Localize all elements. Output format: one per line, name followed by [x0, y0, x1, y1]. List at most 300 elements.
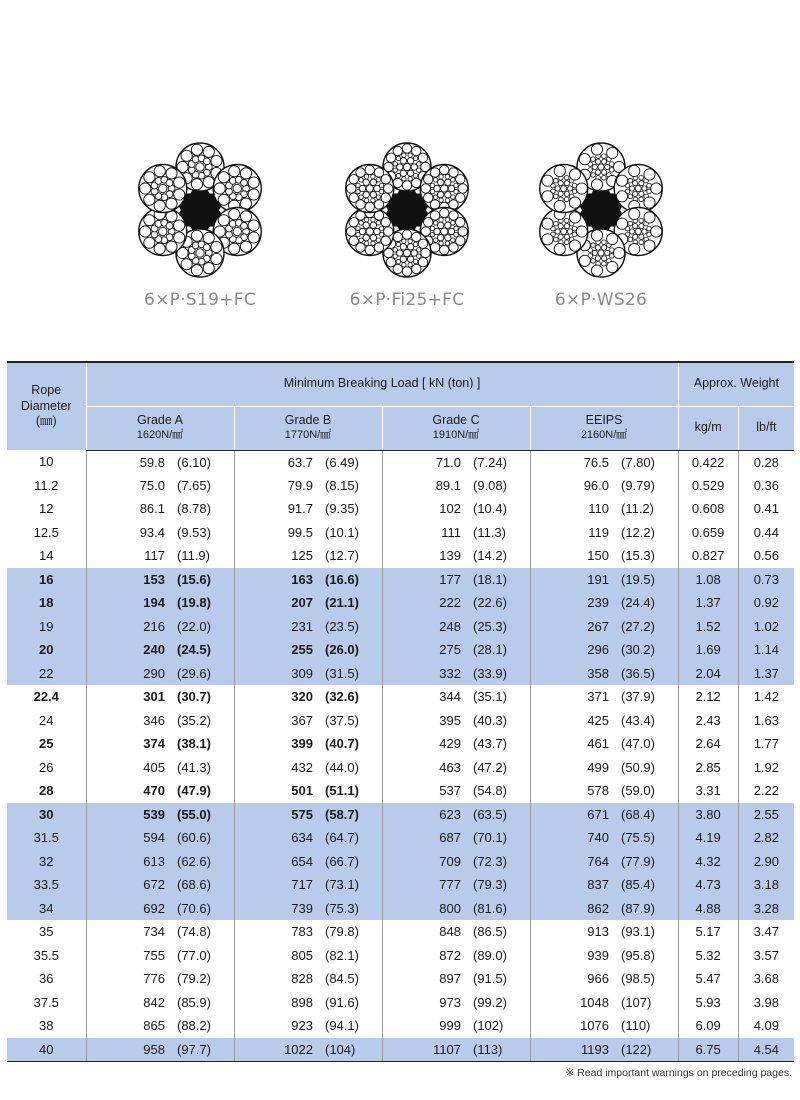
cell-lb: 4.09: [738, 1014, 794, 1038]
cell-lb: 0.41: [738, 497, 794, 521]
cell-ct: (35.1): [473, 689, 507, 705]
cell-ct: (113): [471, 1038, 530, 1062]
cell-b: 79.9: [234, 474, 323, 498]
cell-e: 1048: [530, 991, 619, 1015]
rope-cross-section-ws26-icon: [531, 140, 671, 280]
cell-ct: (14.2): [473, 548, 507, 564]
cell-e: 913: [530, 920, 619, 944]
cell-bt: (66.7): [323, 850, 382, 874]
header-grade-eeips: [530, 406, 678, 450]
grade-name: Grade C: [432, 413, 480, 428]
header-approx-weight: Approx. Weight: [678, 362, 794, 406]
cell-c: 1107: [382, 1038, 471, 1062]
cell-e: 837: [530, 873, 619, 897]
header-lb-per-ft: lb/ft: [738, 406, 794, 450]
header-minimum-breaking-load: Minimum Breaking Load [ kN (ton) ]: [86, 362, 678, 406]
cell-at: (7.65): [177, 477, 211, 493]
cell-a: 539: [86, 803, 175, 827]
cell-e: 191: [530, 568, 619, 592]
cell-et: (15.3): [621, 548, 655, 564]
cell-lb: 0.56: [738, 544, 794, 568]
cell-lb: 2.55: [738, 803, 794, 827]
cell-ct: (81.6): [471, 897, 530, 921]
cell-et: (95.8): [621, 947, 655, 963]
cell-et: (19.5): [619, 568, 678, 592]
cell-c: 177: [382, 568, 471, 592]
cell-d: 30: [7, 803, 86, 827]
cell-kg: 0.529: [678, 474, 738, 498]
cell-c: 872: [382, 944, 471, 968]
cell-a: 59.8: [86, 450, 175, 474]
cell-et: (122): [619, 1038, 678, 1062]
cell-at: (47.9): [177, 783, 211, 799]
cell-d: 22.4: [33, 689, 59, 705]
cell-at: (35.2): [177, 712, 211, 728]
cell-lb: 3.98: [738, 991, 794, 1015]
cell-ct: (91.5): [473, 971, 507, 987]
cell-at: (68.6): [175, 873, 234, 897]
cell-kg: 5.93: [678, 991, 738, 1015]
cell-a: 301: [86, 685, 175, 709]
cell-ct: (22.6): [471, 591, 530, 615]
header-rope-diameter: Rope Diameter (㎜): [7, 362, 86, 450]
cell-at: (41.3): [177, 759, 211, 775]
cell-b: 898: [234, 991, 323, 1015]
cell-b: 575: [234, 803, 323, 827]
cell-ct: (72.3): [471, 850, 530, 874]
grade-strength: 1770N/㎟: [284, 428, 332, 441]
cell-lb: 0.28: [738, 450, 794, 474]
diagram-caption: 6×P·Fi25+FC: [349, 290, 465, 310]
cell-ct: (102): [473, 1018, 504, 1034]
cell-c: 332: [382, 662, 471, 686]
cell-b: 717: [234, 873, 323, 897]
table-row: [7, 591, 794, 615]
cell-ct: (40.3): [473, 712, 507, 728]
cell-d: 33.5: [7, 873, 86, 897]
cell-c: 848: [382, 920, 471, 944]
cell-a: 692: [86, 897, 175, 921]
cell-c: 709: [382, 850, 471, 874]
cell-at: (97.7): [175, 1038, 234, 1062]
cell-d: 16: [7, 568, 86, 592]
cell-ct: (70.1): [471, 826, 530, 850]
cell-lb: 0.92: [738, 591, 794, 615]
cell-e: 296: [530, 638, 619, 662]
cell-lb: 2.82: [738, 826, 794, 850]
cell-et: (43.4): [621, 712, 655, 728]
cell-b: 320: [234, 685, 323, 709]
cell-b: 783: [234, 920, 323, 944]
cell-bt: (79.8): [325, 924, 359, 940]
cell-c: 999: [382, 1014, 471, 1038]
cell-kg: 3.31: [678, 779, 738, 803]
table-row: [7, 521, 794, 545]
cell-d: 24: [39, 712, 54, 728]
cell-bt: (58.7): [323, 803, 382, 827]
cell-e: 740: [530, 826, 619, 850]
cell-b: 125: [234, 544, 323, 568]
cell-bt: (94.1): [325, 1018, 359, 1034]
cell-et: (107): [621, 994, 652, 1010]
cell-d: 36: [39, 971, 54, 987]
cell-bt: (31.5): [323, 662, 382, 686]
cell-et: (11.2): [621, 501, 654, 517]
cell-lb: 3.18: [738, 873, 794, 897]
cell-c: 248: [382, 615, 471, 639]
cell-at: (79.2): [177, 971, 211, 987]
cell-c: 687: [382, 826, 471, 850]
cell-c: 222: [382, 591, 471, 615]
cell-e: 461: [530, 732, 619, 756]
table-row: [7, 662, 794, 686]
cell-e: 110: [530, 497, 619, 521]
cell-at: (77.0): [177, 947, 211, 963]
table-body: [7, 450, 794, 1061]
cell-e: 578: [530, 779, 619, 803]
cell-b: 309: [234, 662, 323, 686]
rope-diagram-fi25: [297, 140, 517, 310]
cell-kg: 1.08: [678, 568, 738, 592]
cell-c: 102: [382, 497, 471, 521]
cell-ct: (11.3): [473, 524, 506, 540]
table-row: [7, 497, 794, 521]
cell-c: 111: [382, 521, 471, 545]
cell-e: 76.5: [530, 450, 619, 474]
cell-b: 923: [234, 1014, 323, 1038]
cell-bt: (23.5): [323, 615, 382, 639]
cell-at: (74.8): [177, 924, 211, 940]
grade-name: EEIPS: [585, 413, 623, 428]
cell-bt: (10.1): [325, 524, 359, 540]
cell-e: 358: [530, 662, 619, 686]
cell-d: 40: [7, 1038, 86, 1062]
header-kg-per-m: kg/m: [678, 406, 738, 450]
cell-d: 10: [39, 454, 54, 470]
cell-ct: (28.1): [471, 638, 530, 662]
cell-et: (87.9): [619, 897, 678, 921]
cell-at: (8.78): [177, 501, 211, 517]
cell-kg: 1.69: [678, 638, 738, 662]
cell-lb: 1.92: [738, 756, 794, 780]
cell-at: (11.9): [177, 548, 210, 564]
cell-lb: 3.68: [738, 967, 794, 991]
cell-e: 239: [530, 591, 619, 615]
cell-e: 119: [530, 521, 619, 545]
cell-b: 207: [234, 591, 323, 615]
cell-at: (70.6): [175, 897, 234, 921]
cell-b: 805: [234, 944, 323, 968]
cell-e: 96.0: [530, 474, 619, 498]
cell-ct: (63.5): [471, 803, 530, 827]
cell-c: 89.1: [382, 474, 471, 498]
cell-b: 501: [234, 779, 323, 803]
cell-d: 22: [7, 662, 86, 686]
cell-et: (68.4): [619, 803, 678, 827]
cell-ct: (99.2): [473, 994, 507, 1010]
cell-et: (93.1): [621, 924, 655, 940]
cell-c: 777: [382, 873, 471, 897]
cell-e: 267: [530, 615, 619, 639]
table-row: [7, 1038, 794, 1062]
cell-kg: 3.80: [678, 803, 738, 827]
cell-et: (47.0): [621, 736, 655, 752]
cell-b: 828: [234, 967, 323, 991]
cell-bt: (32.6): [325, 689, 359, 705]
cell-kg: 6.75: [678, 1038, 738, 1062]
table-row: [7, 897, 794, 921]
cell-lb: 1.37: [738, 662, 794, 686]
cell-at: (85.9): [177, 994, 211, 1010]
cell-e: 862: [530, 897, 619, 921]
cell-c: 139: [382, 544, 471, 568]
cell-e: 966: [530, 967, 619, 991]
cell-et: (27.2): [619, 615, 678, 639]
cell-bt: (16.6): [323, 568, 382, 592]
cell-et: (24.4): [619, 591, 678, 615]
cell-lb: 1.14: [738, 638, 794, 662]
cell-a: 290: [86, 662, 175, 686]
cell-d: 25: [39, 736, 54, 752]
table-row: [7, 850, 794, 874]
cell-e: 499: [530, 756, 619, 780]
cell-at: (6.10): [177, 454, 211, 470]
cell-d: 28: [39, 783, 54, 799]
cell-d: 31.5: [7, 826, 86, 850]
cell-at: (38.1): [177, 736, 211, 752]
cell-et: (59.0): [621, 783, 655, 799]
cell-at: (60.6): [175, 826, 234, 850]
cell-bt: (75.3): [323, 897, 382, 921]
cell-b: 91.7: [234, 497, 323, 521]
table-header: [7, 362, 794, 450]
cell-bt: (73.1): [323, 873, 382, 897]
cell-e: 371: [530, 685, 619, 709]
cell-at: (62.6): [175, 850, 234, 874]
cell-b: 255: [234, 638, 323, 662]
table-row: [7, 826, 794, 850]
cell-e: 764: [530, 850, 619, 874]
cell-d: 34: [7, 897, 86, 921]
cell-lb: 0.36: [738, 474, 794, 498]
cell-lb: 2.90: [738, 850, 794, 874]
cell-d: 26: [39, 759, 54, 775]
cell-bt: (9.35): [325, 501, 359, 517]
table-row: [7, 967, 794, 991]
cell-bt: (26.0): [323, 638, 382, 662]
cell-bt: (12.7): [325, 548, 359, 564]
cell-bt: (37.5): [325, 712, 359, 728]
rope-diagram-s19: [90, 140, 310, 310]
cell-ct: (33.9): [471, 662, 530, 686]
cell-lb: 3.47: [738, 920, 794, 944]
cell-bt: (21.1): [323, 591, 382, 615]
cell-lb: 2.22: [738, 779, 794, 803]
cell-et: (12.2): [621, 524, 655, 540]
cell-d: 38: [39, 1018, 54, 1034]
cell-e: 1076: [530, 1014, 619, 1038]
rope-cross-section-fi25-icon: [337, 140, 477, 280]
cell-bt: (40.7): [325, 736, 359, 752]
rope-cross-section-s19-icon: [130, 140, 270, 280]
cell-ct: (47.2): [473, 759, 507, 775]
cell-et: (77.9): [619, 850, 678, 874]
cell-at: (88.2): [177, 1018, 211, 1034]
table-row: [7, 756, 794, 780]
cell-bt: (51.1): [325, 783, 359, 799]
table-row: [7, 709, 794, 733]
table-row: [7, 474, 794, 498]
cell-kg: 0.659: [678, 521, 738, 545]
cell-a: 216: [86, 615, 175, 639]
cell-a: 93.4: [86, 521, 175, 545]
cell-b: 399: [234, 732, 323, 756]
cell-d: 20: [7, 638, 86, 662]
cell-bt: (44.0): [325, 759, 359, 775]
cell-e: 1193: [530, 1038, 619, 1062]
cell-et: (85.4): [619, 873, 678, 897]
cell-lb: 1.42: [738, 685, 794, 709]
cell-a: 86.1: [86, 497, 175, 521]
cell-kg: 2.64: [678, 732, 738, 756]
grade-strength: 1910N/㎟: [432, 428, 480, 441]
cell-a: 405: [86, 756, 175, 780]
cell-d: 35.5: [33, 947, 59, 963]
header-grade-c: [382, 406, 530, 450]
cell-b: 634: [234, 826, 323, 850]
breaking-load-table: [7, 361, 794, 1062]
cell-b: 739: [234, 897, 323, 921]
cell-bt: (8.15): [325, 477, 359, 493]
cell-a: 865: [86, 1014, 175, 1038]
cell-e: 671: [530, 803, 619, 827]
cell-d: 35: [39, 924, 54, 940]
cell-lb: 0.44: [738, 521, 794, 545]
cell-kg: 5.47: [678, 967, 738, 991]
cell-et: (36.5): [619, 662, 678, 686]
cell-lb: 1.77: [738, 732, 794, 756]
cell-ct: (43.7): [473, 736, 507, 752]
table-row: [7, 544, 794, 568]
cell-at: (29.6): [175, 662, 234, 686]
table-row: [7, 568, 794, 592]
cell-bt: (84.5): [325, 971, 359, 987]
table-row: [7, 450, 794, 474]
grade-strength: 2160N/㎟: [580, 428, 628, 441]
cell-b: 1022: [234, 1038, 323, 1062]
cell-kg: 6.09: [678, 1014, 738, 1038]
cell-d: 18: [7, 591, 86, 615]
cell-kg: 2.04: [678, 662, 738, 686]
cell-at: (22.0): [175, 615, 234, 639]
cell-e: 425: [530, 709, 619, 733]
cell-b: 163: [234, 568, 323, 592]
cell-bt: (91.6): [325, 994, 359, 1010]
rope-diagram-ws26: [491, 140, 711, 310]
cell-bt: (82.1): [325, 947, 359, 963]
cell-ct: (86.5): [473, 924, 507, 940]
cell-b: 367: [234, 709, 323, 733]
cell-et: (37.9): [621, 689, 655, 705]
cell-et: (98.5): [621, 971, 655, 987]
cell-at: (9.53): [177, 524, 211, 540]
header-grade-b: [234, 406, 382, 450]
cell-c: 275: [382, 638, 471, 662]
cell-ct: (79.3): [471, 873, 530, 897]
cell-b: 63.7: [234, 450, 323, 474]
cell-at: (55.0): [175, 803, 234, 827]
cell-kg: 2.85: [678, 756, 738, 780]
cell-kg: 4.32: [678, 850, 738, 874]
header-grade-a: [86, 406, 234, 450]
cell-a: 734: [86, 920, 175, 944]
cell-et: (9.79): [621, 477, 655, 493]
cell-a: 117: [86, 544, 175, 568]
grade-name: Grade B: [284, 413, 332, 428]
cell-ct: (10.4): [473, 501, 507, 517]
cell-c: 344: [382, 685, 471, 709]
cell-a: 194: [86, 591, 175, 615]
cell-c: 897: [382, 967, 471, 991]
cell-ct: (89.0): [473, 947, 507, 963]
cell-b: 99.5: [234, 521, 323, 545]
cell-d: 12: [39, 501, 54, 517]
grade-name: Grade A: [137, 413, 183, 428]
table-row: [7, 920, 794, 944]
cell-kg: 0.422: [678, 450, 738, 474]
cell-bt: (104): [323, 1038, 382, 1062]
cell-c: 623: [382, 803, 471, 827]
cell-c: 800: [382, 897, 471, 921]
cell-a: 346: [86, 709, 175, 733]
cell-b: 432: [234, 756, 323, 780]
cell-ct: (18.1): [471, 568, 530, 592]
cell-kg: 4.73: [678, 873, 738, 897]
table-row: [7, 944, 794, 968]
cell-at: (24.5): [175, 638, 234, 662]
cell-ct: (7.24): [473, 454, 507, 470]
table-row: [7, 732, 794, 756]
cell-lb: 0.73: [738, 568, 794, 592]
cell-lb: 1.63: [738, 709, 794, 733]
cell-et: (50.9): [621, 759, 655, 775]
cell-lb: 3.28: [738, 897, 794, 921]
cell-kg: 5.17: [678, 920, 738, 944]
cell-d: 32: [7, 850, 86, 874]
cell-et: (75.5): [619, 826, 678, 850]
cell-d: 11.2: [34, 477, 59, 493]
cell-a: 776: [86, 967, 175, 991]
diagram-caption: 6×P·S19+FC: [143, 290, 257, 310]
cell-d: 14: [39, 548, 54, 564]
cell-et: (7.80): [621, 454, 655, 470]
cell-e: 939: [530, 944, 619, 968]
cell-et: (30.2): [619, 638, 678, 662]
cell-a: 842: [86, 991, 175, 1015]
cell-ct: (9.08): [473, 477, 507, 493]
cell-d: 12.5: [33, 524, 59, 540]
cell-a: 240: [86, 638, 175, 662]
cell-a: 374: [86, 732, 175, 756]
cell-kg: 1.52: [678, 615, 738, 639]
cell-c: 395: [382, 709, 471, 733]
cell-e: 150: [530, 544, 619, 568]
cell-a: 755: [86, 944, 175, 968]
table-row: [7, 991, 794, 1015]
cell-d: 37.5: [33, 994, 59, 1010]
cell-a: 594: [86, 826, 175, 850]
cell-ct: (54.8): [473, 783, 507, 799]
